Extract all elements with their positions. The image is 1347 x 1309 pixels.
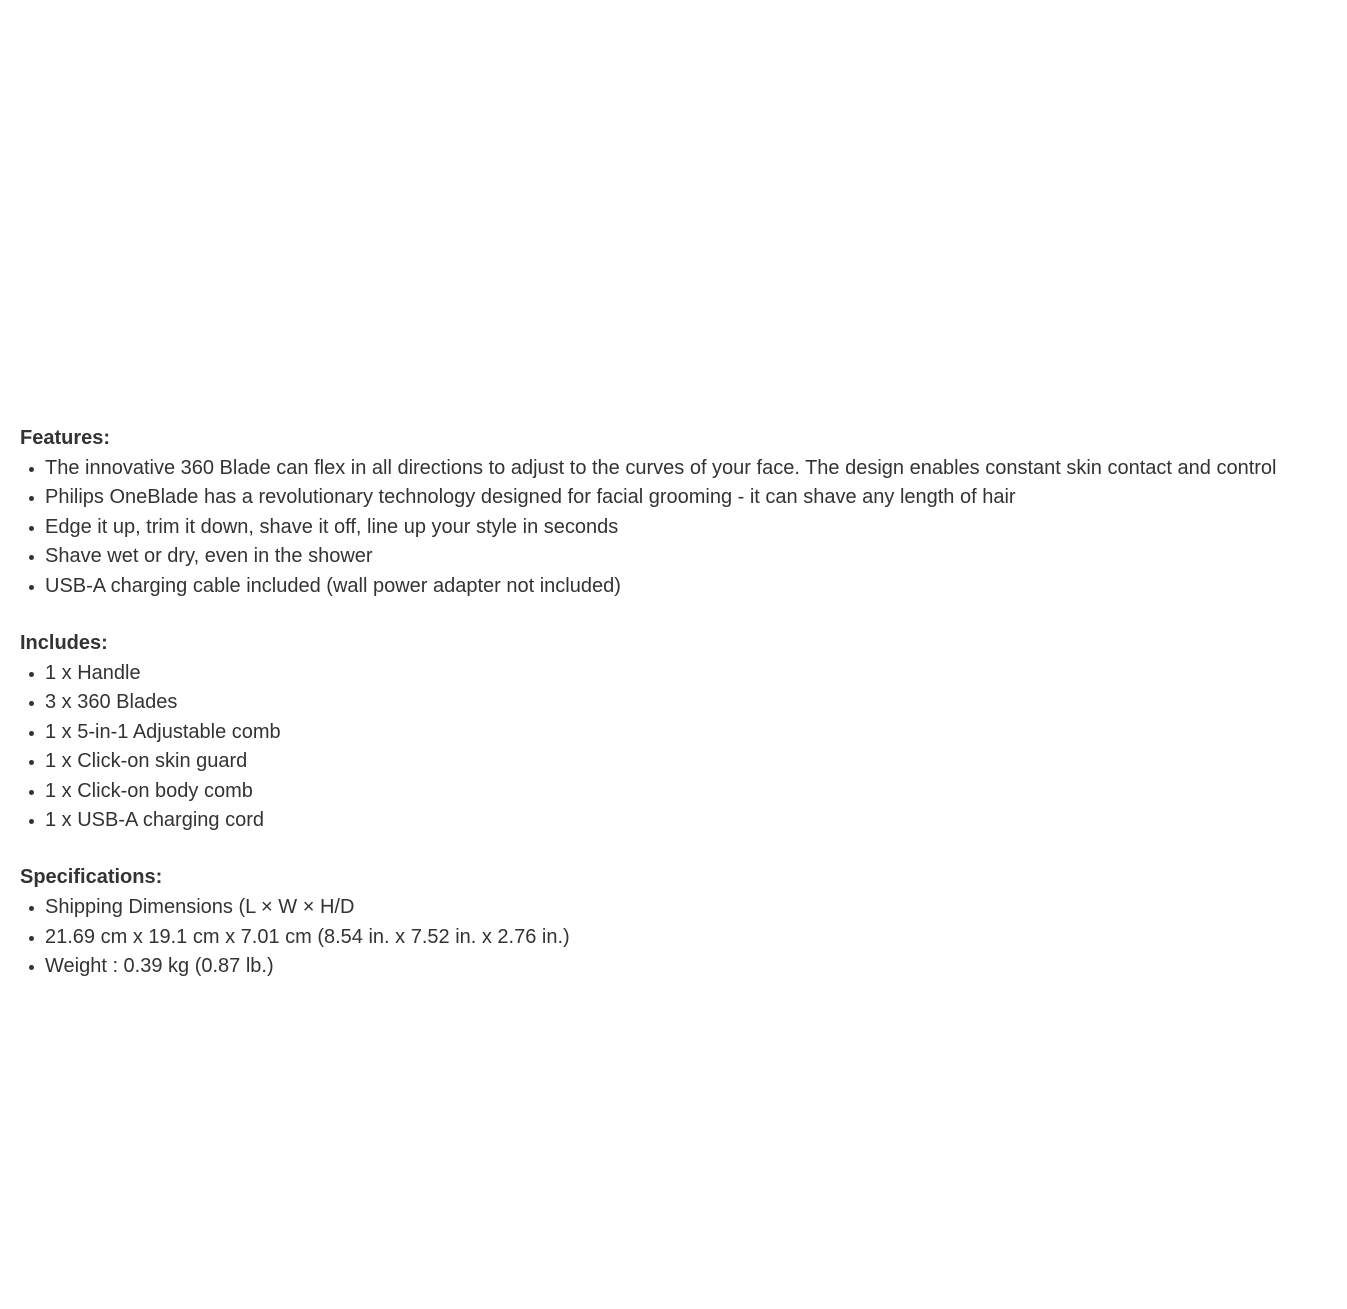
list-item: Philips OneBlade has a revolutionary technology designed for facial grooming - it can shave any length of hair [20, 483, 1330, 512]
list-item: 21.69 cm x 19.1 cm x 7.01 cm (8.54 in. x 7.52 in. x 2.76 in.) [20, 923, 1330, 952]
list-item: Shave wet or dry, even in the shower [20, 542, 1330, 571]
list-item: USB-A charging cable included (wall power adapter not included) [20, 572, 1330, 601]
features-heading: Features: [20, 427, 111, 449]
specifications-list [20, 893, 1330, 981]
product-description [20, 424, 1330, 1010]
specifications-heading: Specifications: [20, 866, 163, 889]
list-item: 3 x 360 Blades [20, 688, 1330, 717]
features-section [20, 424, 1330, 601]
includes-heading: Includes: [20, 632, 108, 655]
list-item: 1 x USB-A charging cord [20, 806, 1330, 835]
includes-section [20, 629, 1330, 835]
includes-list [20, 659, 1330, 835]
list-item: Weight : 0.39 kg (0.87 lb.) [20, 952, 1330, 981]
list-item: 1 x 5-in-1 Adjustable comb [20, 718, 1330, 747]
list-item: Edge it up, trim it down, shave it off, line up your style in seconds [20, 513, 1330, 542]
list-item: The innovative 360 Blade can flex in all directions to adjust to the curves of your face. The design enables constant skin contact and control [20, 454, 1330, 483]
list-item: Shipping Dimensions (L × W × H/D [20, 893, 1330, 922]
list-item: 1 x Handle [20, 659, 1330, 688]
list-item: 1 x Click-on body comb [20, 777, 1330, 806]
features-list [20, 454, 1330, 601]
list-item: 1 x Click-on skin guard [20, 747, 1330, 776]
specifications-section [20, 863, 1330, 981]
